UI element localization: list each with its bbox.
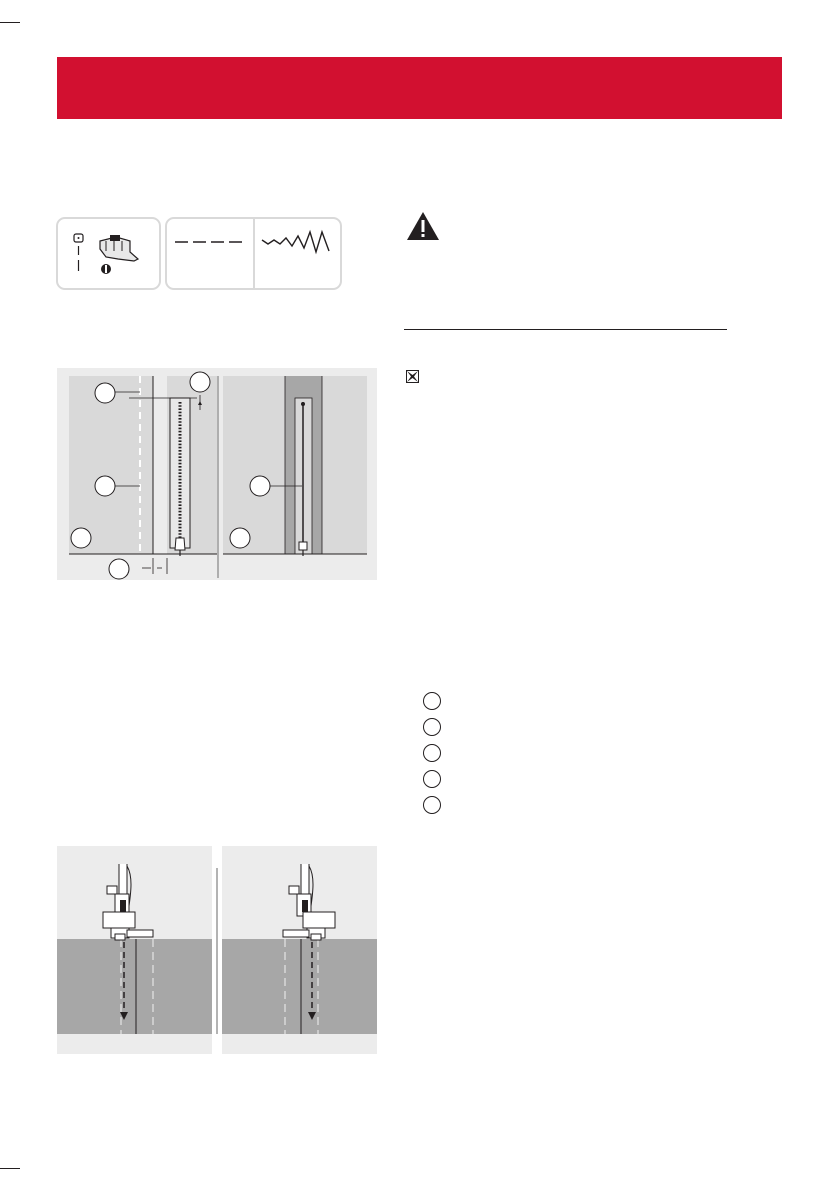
callout-circle <box>230 528 250 548</box>
callout-circle <box>95 476 115 496</box>
callout-circle <box>250 476 270 496</box>
tip-icon <box>406 370 419 383</box>
legend-circle <box>423 718 441 736</box>
zipper-diagram <box>57 368 377 580</box>
callout-circle <box>71 528 91 548</box>
callout-circle <box>109 559 129 579</box>
legend-circle <box>423 770 441 788</box>
callout-circle <box>190 372 210 392</box>
chapter-header-band <box>57 57 782 119</box>
zigzag-stitch-icon <box>255 219 341 287</box>
zipper-diagram-figure <box>57 368 377 580</box>
crop-mark-bottom <box>0 1168 20 1169</box>
straight-stitch-icon <box>167 219 253 287</box>
presser-foot-box <box>56 217 161 290</box>
sewing-diagram-figure <box>57 846 377 1054</box>
warning-triangle-icon <box>406 211 440 241</box>
zipper-foot-icon <box>58 219 158 287</box>
legend-circle <box>423 796 441 814</box>
sewing-diagram <box>57 846 377 1054</box>
legend-circle <box>423 744 441 762</box>
callout-circle <box>95 383 115 403</box>
legend-circle <box>423 692 441 710</box>
stitch-selector-box <box>165 217 342 290</box>
crop-mark-top <box>0 22 20 23</box>
section-divider <box>404 329 727 330</box>
